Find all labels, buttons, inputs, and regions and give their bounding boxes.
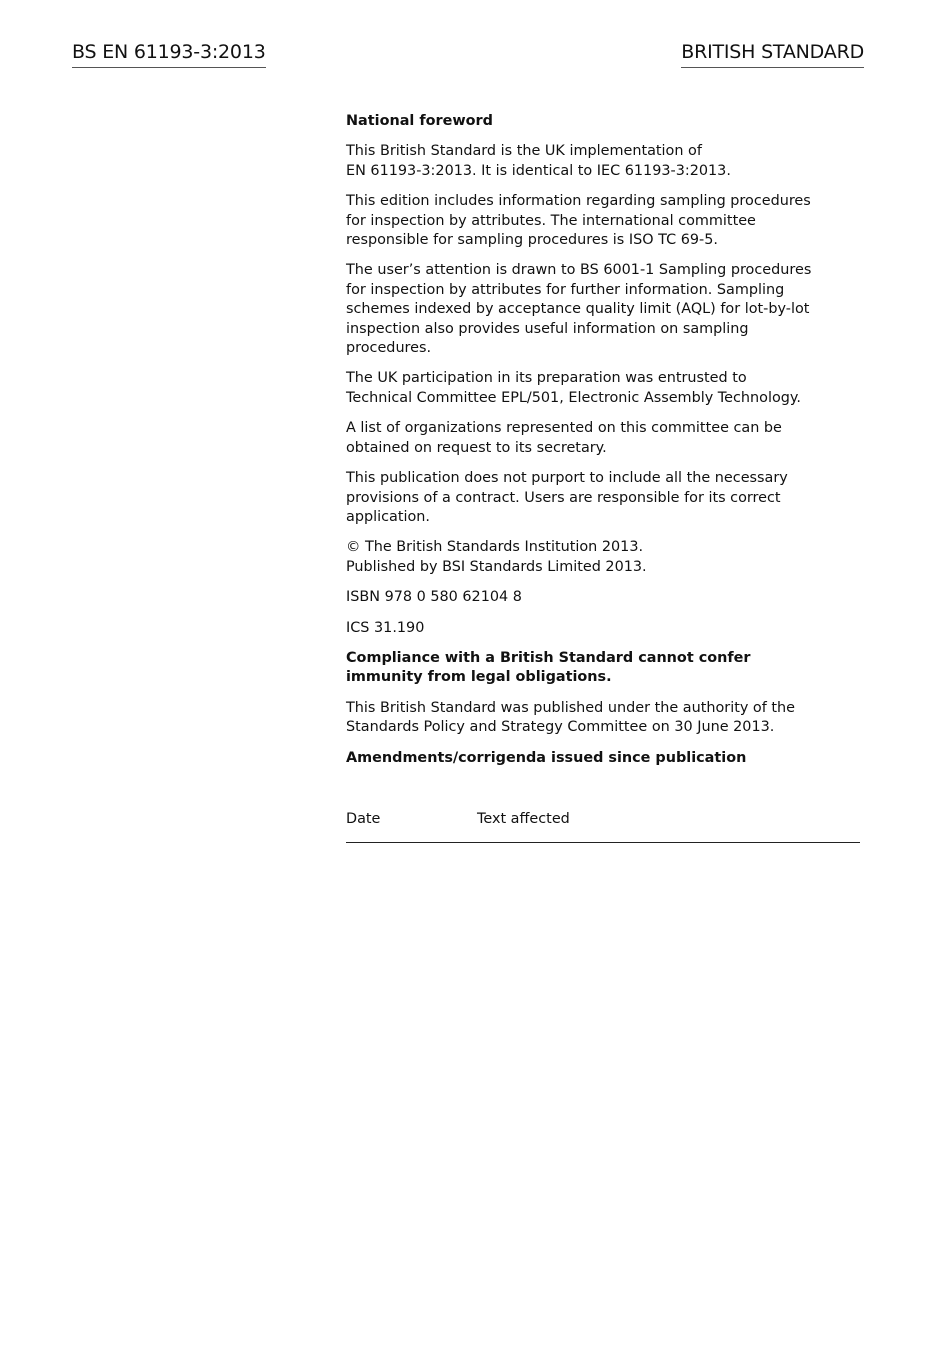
foreword-copyright xyxy=(346,538,816,577)
column-text-affected: Text affected xyxy=(477,811,570,827)
implementation-line-2: EN 61193-3:2013. It is identical to IEC 61193-3:2013. xyxy=(346,162,731,179)
amendments-table xyxy=(346,810,860,843)
foreword-isbn: ISBN 978 0 580 62104 8 xyxy=(346,589,522,606)
document-code: BS EN 61193-3:2013 xyxy=(72,41,266,68)
foreword-committee-list: A list of organizations represented on this committee can be obtained on request to its secretary. xyxy=(346,420,782,456)
copyright-line-1: © The British Standards Institution 2013. xyxy=(346,539,644,556)
amendments-table-header xyxy=(346,810,860,843)
foreword-uk-participation: The UK participation in its preparation was entrusted to Technical Committee EPL/501, Electronic Assembly Technology. xyxy=(346,370,801,406)
implementation-line-1: This British Standard is the UK implementation of xyxy=(346,143,702,160)
foreword-contract-disclaimer: This publication does not purport to include all the necessary provisions of a contract. Users are responsible for its correct application. xyxy=(346,470,788,525)
foreword-user-attention: The user’s attention is drawn to BS 6001-1 Sampling procedures for inspection by attributes for further information. Sampling schemes indexed by acceptance quality limit (AQL) for lot-by-lot inspection also provides useful information on sampling procedures. xyxy=(346,262,812,357)
standard-type-label: BRITISH STANDARD xyxy=(681,41,864,68)
foreword-implementation xyxy=(346,142,816,181)
foreword-edition-info: This edition includes information regarding sampling procedures for inspection by attributes. The international committee responsible for sampling procedures is ISO TC 69-5. xyxy=(346,193,811,249)
amendments-title: Amendments/corrigenda issued since publication xyxy=(346,749,747,766)
foreword-publication-authority: This British Standard was published under the authority of the Standards Policy and Strategy Committee on 30 June 2013. xyxy=(346,699,795,736)
column-date: Date xyxy=(346,811,381,827)
copyright-line-2: Published by BSI Standards Limited 2013. xyxy=(346,558,647,575)
foreword-title: National foreword xyxy=(346,113,493,129)
national-foreword xyxy=(346,112,816,768)
foreword-compliance: Compliance with a British Standard cannot confer immunity from legal obligations. xyxy=(346,649,751,686)
foreword-ics: ICS 31.190 xyxy=(346,619,425,636)
